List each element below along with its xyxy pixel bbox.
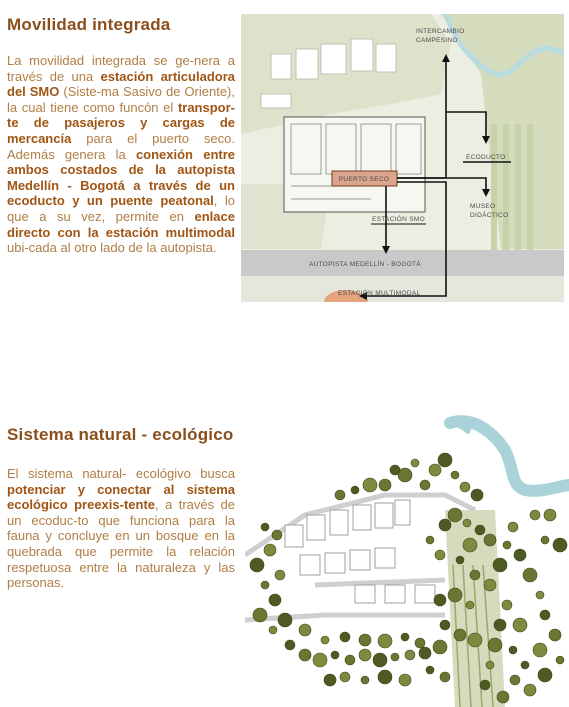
tree-icon [471,489,483,501]
tree-icon [513,618,527,632]
tree-icon [435,550,445,560]
tree-icon [523,568,537,582]
tree-icon [484,534,496,546]
tree-icon [484,579,496,591]
tree-icon [420,480,430,490]
section-text-movilidad [7,53,235,256]
tree-icon [379,479,391,491]
tree-icon [514,549,526,561]
tree-icon [351,486,359,494]
tree-icon [533,643,547,657]
tree-icon [463,519,471,527]
tree-icon [261,581,269,589]
tree-icon [340,672,350,682]
tree-icon [468,633,482,647]
tree-icon [440,672,450,682]
tree-icon [335,490,345,500]
sistema-natural-map [245,415,569,707]
highlight-text: potenciar y conectar al sistema ecológico preexis-tente [7,481,235,513]
tree-icon [390,465,400,475]
highlight-text: conexión entre ambos costados de la autopista Medellín - Bogotá a través de un ecoducto y un puente peatonal [7,146,236,209]
tree-icon [502,600,512,610]
label-museo: MUSEO [470,203,496,210]
tree-icon [493,558,507,572]
tree-icon [433,640,447,654]
tree-icon [448,588,462,602]
tree-icon [448,508,462,522]
tree-icon [480,680,490,690]
body-text: El sistema natural- ecológivo busca [7,466,235,481]
section-title-sistema-natural: Sistema natural - ecológico [7,425,234,444]
label-autopista: AUTOPISTA MEDELLÍN - BOGOTÁ [309,261,421,268]
tree-icon [541,536,549,544]
tree-icon [536,591,544,599]
movilidad-map [241,14,564,302]
tree-icon [463,538,477,552]
tree-icon [285,640,295,650]
tree-icon [466,601,474,609]
tree-icon [321,636,329,644]
tree-icon [508,522,518,532]
tree-icon [470,570,480,580]
tree-icon [359,634,371,646]
tree-icon [331,651,339,659]
tree-icon [253,608,267,622]
tree-icon [264,544,276,556]
label-intercambio: INTERCAMBIO [416,28,465,35]
tree-icon [415,638,425,648]
tree-icon [361,676,369,684]
tree-icon [426,536,434,544]
tree-icon [399,674,411,686]
tree-icon [345,655,355,665]
tree-icon [538,668,552,682]
body-text: para el puerto seco. Además genera la [7,130,235,162]
tree-icon [426,666,434,674]
tree-icon [405,650,415,660]
tree-icon [299,649,311,661]
tree-icon [521,661,529,669]
body-text: , a través de un ecoduc-to que funciona para la fauna y concluye en un bosque en la quebrada que permite la relación respetuosa entre la naturaleza y las personas. [7,497,235,591]
body-text: (Siste-ma Sasivo de Oriente), la cual tiene como funcón el [7,84,235,115]
tree-icon [510,675,520,685]
tree-icon [460,482,470,492]
tree-icon [503,541,511,549]
tree-icon [540,610,550,620]
highlight-text: enlace directo con la estación multimodal [7,208,235,240]
tree-icon [419,647,431,659]
tree-icon [299,624,311,636]
tree-icon [524,684,536,696]
tree-icon [278,613,292,627]
tree-icon [434,594,446,606]
label-ecoducto: ECODUCTO [466,154,506,161]
tree-icon [269,594,281,606]
tree-icon [378,634,392,648]
tree-icon [401,633,409,641]
tree-icon [391,653,399,661]
tree-icon [439,519,451,531]
tree-icon [544,509,556,521]
label-didactico: DIDÁCTICO [470,212,509,219]
body-text: , lo que a su vez, permite en [7,193,235,224]
tree-icon [549,629,561,641]
tree-icon [429,464,441,476]
tree-icon [497,691,509,703]
section-title-movilidad: Movilidad integrada [7,15,171,34]
tree-icon [451,471,459,479]
section-text-sistema-natural [7,466,235,591]
tree-icon [530,510,540,520]
tree-icon [494,619,506,631]
tree-icon [269,626,277,634]
tree-icon [363,478,377,492]
tree-icon [373,653,387,667]
tree-icon [324,674,336,686]
highlight-text: estación articuladora del SMO [7,68,235,100]
tree-icon [440,620,450,630]
tree-icon [556,656,564,664]
tree-icon [261,523,269,531]
body-text: ubi-cada al otro lado de la autopista. [7,240,217,256]
tree-icon [486,661,494,669]
label-campesino: CAMPESINO [416,37,458,44]
tree-icon [488,638,502,652]
tree-icon [250,558,264,572]
tree-icon [509,646,517,654]
tree-icon [378,670,392,684]
label-estacion-smo: ESTACIÓN SMO [372,216,425,223]
tree-icon [275,570,285,580]
tree-icon [438,453,452,467]
label-puerto-seco: PUERTO SECO [338,176,390,183]
tree-icon [340,632,350,642]
tree-icon [359,649,371,661]
tree-icon [313,653,327,667]
tree-icon [475,525,485,535]
body-text: La movilidad integrada se ge-nera a través de una [7,53,235,84]
tree-icon [456,556,464,564]
highlight-text: transpor-te de pasajeros y cargas de mercancía [7,99,235,146]
tree-icon [411,459,419,467]
label-multimodal: ESTACIÓN MULTIMODAL [338,290,421,297]
tree-icon [272,530,282,540]
tree-icon [454,629,466,641]
tree-icon [553,538,567,552]
